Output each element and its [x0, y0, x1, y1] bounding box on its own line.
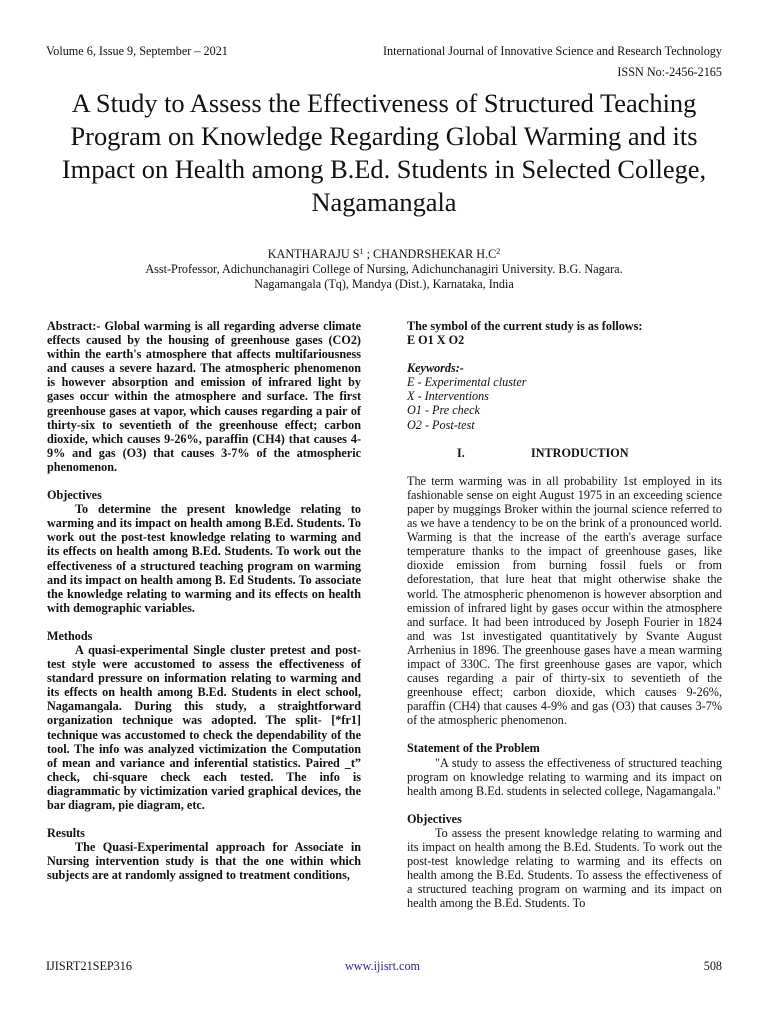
results-text: The Quasi-Experimental approach for Associate in Nursing intervention study is that the one within which subjects are at randomly assigned to treatment conditions, [47, 840, 361, 883]
problem-heading: Statement of the Problem [407, 741, 540, 756]
objectives-text: To determine the present knowledge relating to warming and its impact on health among B.Ed. Students. To work out the post-test knowledge relating to warming and its effects on health among B.Ed. Students. To work out the effectiveness of a structured teaching program on warming and its impact on health among B. Ed Students. To associate the knowledge relating to warming and its effects on health with demographic variables. [47, 502, 361, 615]
problem-text: "A study to assess the effectiveness of structured teaching program on knowledge relating to warming and its impact on health among B.Ed. students in selected college, Nagamangala." [407, 755, 722, 798]
symbol-line-2: E O1 X O2 [407, 333, 465, 348]
abstract: Abstract:- Global warming is all regarding adverse climate effects caused by the housing of greenhouse gases (CO2) within the earth's atmosphere that affects multifariousness and causes a severe hazard. The atmospheric phenomenon is however absorption and emission of infrared light by gases occur within the atmosphere and surface. The first greenhouse gases at vapor, which causes regarding a pair of thirty-six to seventieth of the greenhouse effect; carbon dioxide, which causes 9-26%, paraffin (CH4) that causes 4-9% and gas (O3) that causes 3-7% of the atmospheric phenomenon. [47, 319, 361, 474]
section-heading-introduction [407, 446, 722, 460]
right-column [407, 319, 722, 910]
keyword-4: O2 - Post-test [407, 417, 475, 432]
journal-name: International Journal of Innovative Science and Research Technology [382, 44, 722, 58]
section-number: I. [457, 445, 465, 460]
issn: ISSN No:-2456-2165 [617, 65, 722, 79]
author-1: KANTHARAJU S [267, 247, 360, 261]
keyword-2: X - Interventions [407, 389, 489, 404]
page-number: 508 [703, 959, 722, 973]
methods-heading: Methods [47, 628, 93, 643]
paper-title: A Study to Assess the Effectiveness of Structured Teaching Program on Knowledge Regarding Global Warming and its Impact on Health among B.Ed. Students in Selected College, Nagamangala [61, 88, 707, 217]
website-link[interactable]: www.ijisrt.com [345, 959, 421, 973]
right-objectives-heading: Objectives [407, 811, 462, 826]
keyword-3: O1 - Pre check [407, 403, 480, 418]
author-separator: ; [363, 247, 373, 261]
affiliation-line-1: Asst-Professor, Adichunchanagiri College of Nursing, Adichunchanagiri University. B.G. Nagara. [145, 262, 623, 276]
objectives-heading: Objectives [47, 488, 102, 503]
affiliation-line-2: Nagamangala (Tq), Mandya (Dist.), Karnataka, India [254, 277, 514, 291]
methods-text: A quasi-experimental Single cluster pretest and post-test style were accustomed to assess the effectiveness of standard pressure on information relating to warming and its effects on health among B.Ed. Students in elect school, Nagamangala. During this study, a straightforward organization technique was adopted. The split- [*fr1] technique was accustomed to check the dependability of the tool. The info was analyzed victimization the Computation of mean and variance and inferential statistics. Paired _t” check, chi-square check each tested. The info is diagrammatic by victimization varied graphical devices, the bar diagram, pie diagram, etc. [47, 642, 361, 812]
keyword-1: E - Experimental cluster [407, 375, 527, 390]
right-objectives-text: To assess the present knowledge relating to warming and its impact on health among the B.Ed. Students. To work out the post-test knowledge relating to warming and its effects on health among the B.Ed. Students. To assess the effectiveness of a structured teaching program on warming and its impact on health among the B.Ed. Students. To [407, 825, 722, 911]
paper-code: IJISRT21SEP316 [46, 959, 132, 973]
keywords-heading: Keywords:- [407, 361, 464, 376]
symbol-line-1: The symbol of the current study is as follows: [407, 319, 643, 333]
author-1-affil-mark: 1 [359, 247, 364, 256]
left-column [47, 319, 361, 882]
section-title: INTRODUCTION [531, 445, 629, 460]
introduction-text: The term warming was in all probability 1st employed in its fashionable sense on eight August 1975 in an exceeding science paper by muggings Broker within the journal science referred to as we have a tendency to be on the brink of a pronounced world. Warming is that the increase of the earth's average surface temperature thanks to the impact of greenhouse gases, like dioxide emission from burning fossil fuels or from deforestation, that lure heat that might otherwise shake the world. The atmospheric phenomenon is however absorption and emission of infrared light by gases occur within the atmosphere and surface. It had been introduced by Joseph Fourier in 1824 and was 1st investigated quantitatively by Svante August Arrhenius in 1896. The greenhouse gases have a mean warming impact of 330C. The first greenhouse gases are vapor, which causes regarding a pair of thirty-six to seventieth of the greenhouse effect; carbon dioxide, which causes 9-26%, paraffin (CH4) that causes 4-9% and gas (O3) that causes 3-7% of the atmospheric phenomenon. [407, 473, 722, 728]
author-2: CHANDRSHEKAR H.C [373, 247, 497, 261]
results-heading: Results [47, 826, 85, 841]
volume-info: Volume 6, Issue 9, September – 2021 [46, 44, 228, 58]
author-2-affil-mark: 2 [496, 247, 501, 256]
authors [40, 247, 728, 262]
